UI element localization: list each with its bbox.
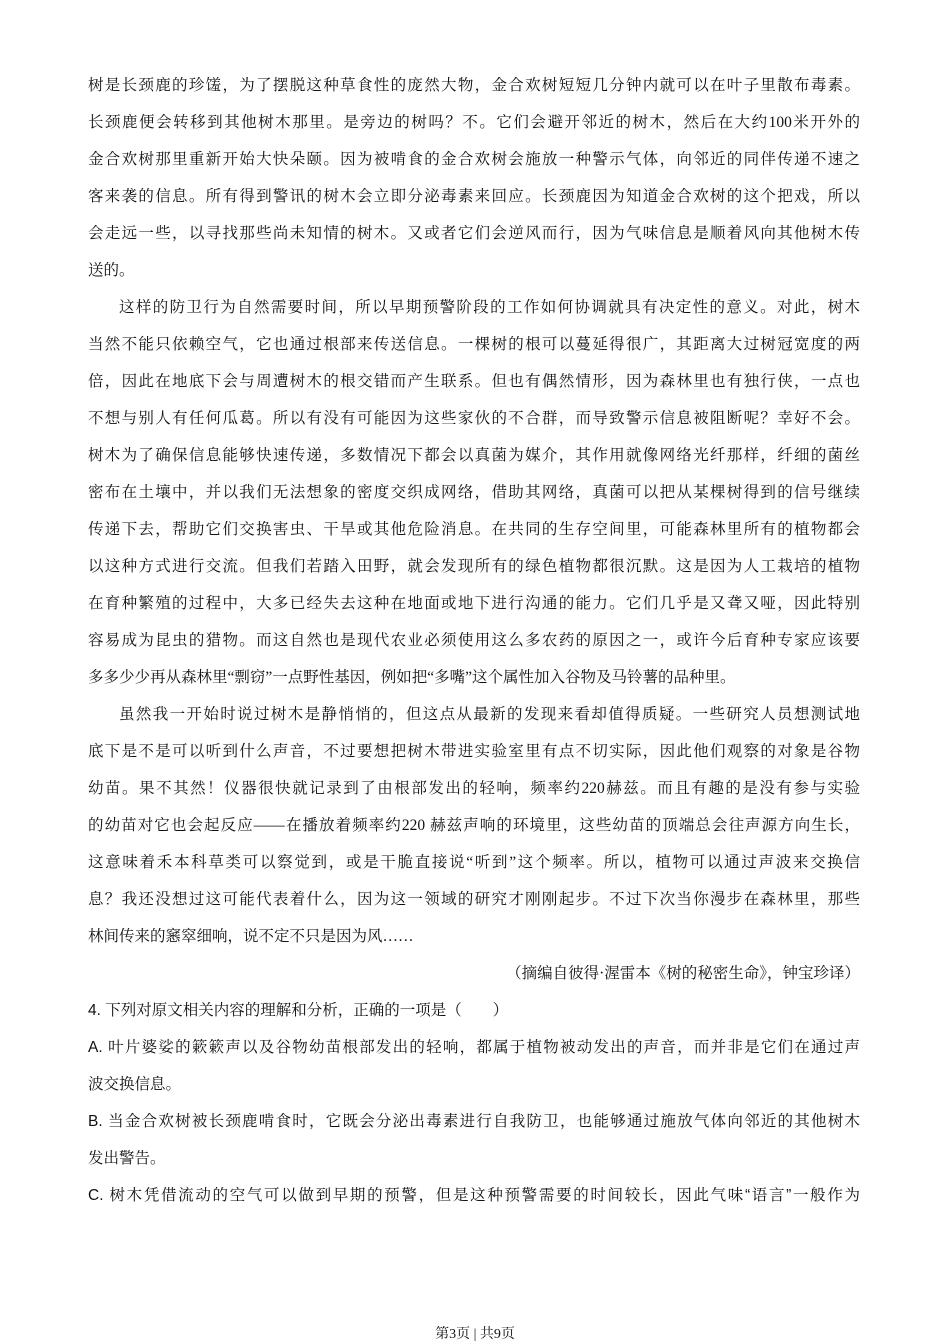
- paragraph-3: [88, 703, 860, 962]
- text-line: 息？我还没想过这可能代表着什么，因为这一领域的研究才刚刚起步。不过下次当你漫步在森林里，那些: [88, 891, 860, 908]
- text-line: 波交换信息。: [88, 1076, 182, 1093]
- text-line: 客来袭的信息。所有得到警讯的树木会立即分泌毒素来回应。长颈鹿因为知道金合欢树的这个把戏，所以: [88, 188, 860, 205]
- text-line: 树是长颈鹿的珍馐，为了摆脱这种草食性的庞然大物，金合欢树短短几分钟内就可以在叶子里散布毒素。: [88, 77, 860, 94]
- paragraph-2: [88, 296, 860, 703]
- text-line: 虽然我一开始时说过树木是静悄悄的，但这点从最新的发现来看却值得质疑。一些研究人员想测试地: [119, 706, 860, 723]
- text-line: 不想与别人有任何瓜葛。所以有没有可能因为这些家伙的不合群，而导致警示信息被阻断呢？幸好不会。: [88, 410, 860, 427]
- text-line: 传递下去，帮助它们交换害虫、干旱或其他危险消息。在共同的生存空间里，可能森林里所有的植物都会: [88, 521, 860, 538]
- page-footer: 第3页 | 共9页: [435, 1327, 515, 1342]
- text-line: 发出警告。: [88, 1150, 166, 1167]
- option-c: [88, 1184, 860, 1221]
- text-line: 倍，因此在地底下会与周遭树木的根交错而产生联系。但也有偶然情形，因为森林里也有独行侠，一点也: [88, 373, 860, 390]
- paragraph-1: [88, 74, 860, 296]
- text-line: B. 当金合欢树被长颈鹿啃食时，它既会分泌出毒素进行自我防卫，也能够通过施放气体向邻近的其他树木: [88, 1113, 860, 1130]
- text-line: 树木为了确保信息能够快速传递，多数情况下都会以真菌为媒介，其作用就像网络光纤那样，纤细的菌丝: [88, 447, 860, 464]
- text-line: 这样的防卫行为自然需要时间，所以早期预警阶段的工作如何协调就具有决定性的意义。对此，树木: [119, 299, 860, 316]
- text-line: A. 叶片婆娑的簌簌声以及谷物幼苗根部发出的轻响，都属于植物被动发出的声音，而并非是它们在通过声: [88, 1039, 860, 1056]
- text-line: 金合欢树那里重新开始大快朵颐。因为被啃食的金合欢树会施放一种警示气体，向邻近的同伴传递不速之: [88, 151, 860, 168]
- text-line: 林间传来的窸窣细响，说不定不只是因为风……: [88, 928, 414, 945]
- text-line: 幼苗。果不其然！仪器很快就记录到了由根部发出的轻响，频率约220赫兹。而且有趣的是没有参与实验: [88, 780, 860, 797]
- text-line: 在育种繁殖的过程中，大多已经失去这种在地面或地下进行沟通的能力。它们几乎是又聋又哑，因此特别: [88, 595, 860, 612]
- text-line: 长颈鹿便会转移到其他树木那里。是旁边的树吗？不。它们会避开邻近的树木，然后在大约100米开外的: [88, 114, 860, 131]
- document-body: [88, 74, 860, 1221]
- text-line: 会走远一些，以寻找那些尚未知情的树木。又或者它们会逆风而行，因为气味信息是顺着风向其他树木传: [88, 225, 860, 242]
- text-line: 送的。: [88, 262, 135, 279]
- text-line: 底下是不是可以听到什么声音，不过要想把树木带进实验室里有点不切实际，因此他们观察的对象是谷物: [88, 743, 860, 760]
- text-line: 容易成为昆虫的猎物。而这自然也是现代农业必须使用这么多农药的原因之一，或许今后育种专家应该要: [88, 632, 860, 649]
- citation: （摘编自彼得·渥雷本《树的秘密生命》，钟宝珍译）: [506, 965, 860, 982]
- text-line: 当然不能只依赖空气，它也通过根部来传送信息。一棵树的根可以蔓延得很广，其距离大过树冠宽度的两: [88, 336, 860, 353]
- option-b: [88, 1110, 860, 1184]
- text-line: 这意味着禾本科草类可以察觉到，或是干脆直接说“听到”这个频率。所以，植物可以通过声波来交换信: [88, 854, 860, 871]
- text-line: 以这种方式进行交流。但我们若踏入田野，就会发现所有的绿色植物都很沉默。这是因为人工栽培的植物: [88, 558, 860, 575]
- text-line: 多多少少再从森林里“剽窃”一点野性基因，例如把“多嘴”这个属性加入谷物及马铃薯的品种里。: [88, 669, 736, 686]
- text-line: 密布在土壤中，并以我们无法想象的密度交织成网络，借助其网络，真菌可以把从某棵树得到的信号继续: [88, 484, 860, 501]
- option-a: [88, 1036, 860, 1110]
- question-stem: 4. 下列对原文相关内容的理解和分析，正确的一项是（ ）: [88, 1002, 509, 1019]
- text-line: 的幼苗对它也会起反应——在播放着频率约220 赫兹声响的环境里，这些幼苗的顶端总会往声源方向生长，: [88, 817, 860, 834]
- text-line: C. 树木凭借流动的空气可以做到早期的预警，但是这种预警需要的时间较长，因此气味“语言”一般作为: [88, 1187, 860, 1204]
